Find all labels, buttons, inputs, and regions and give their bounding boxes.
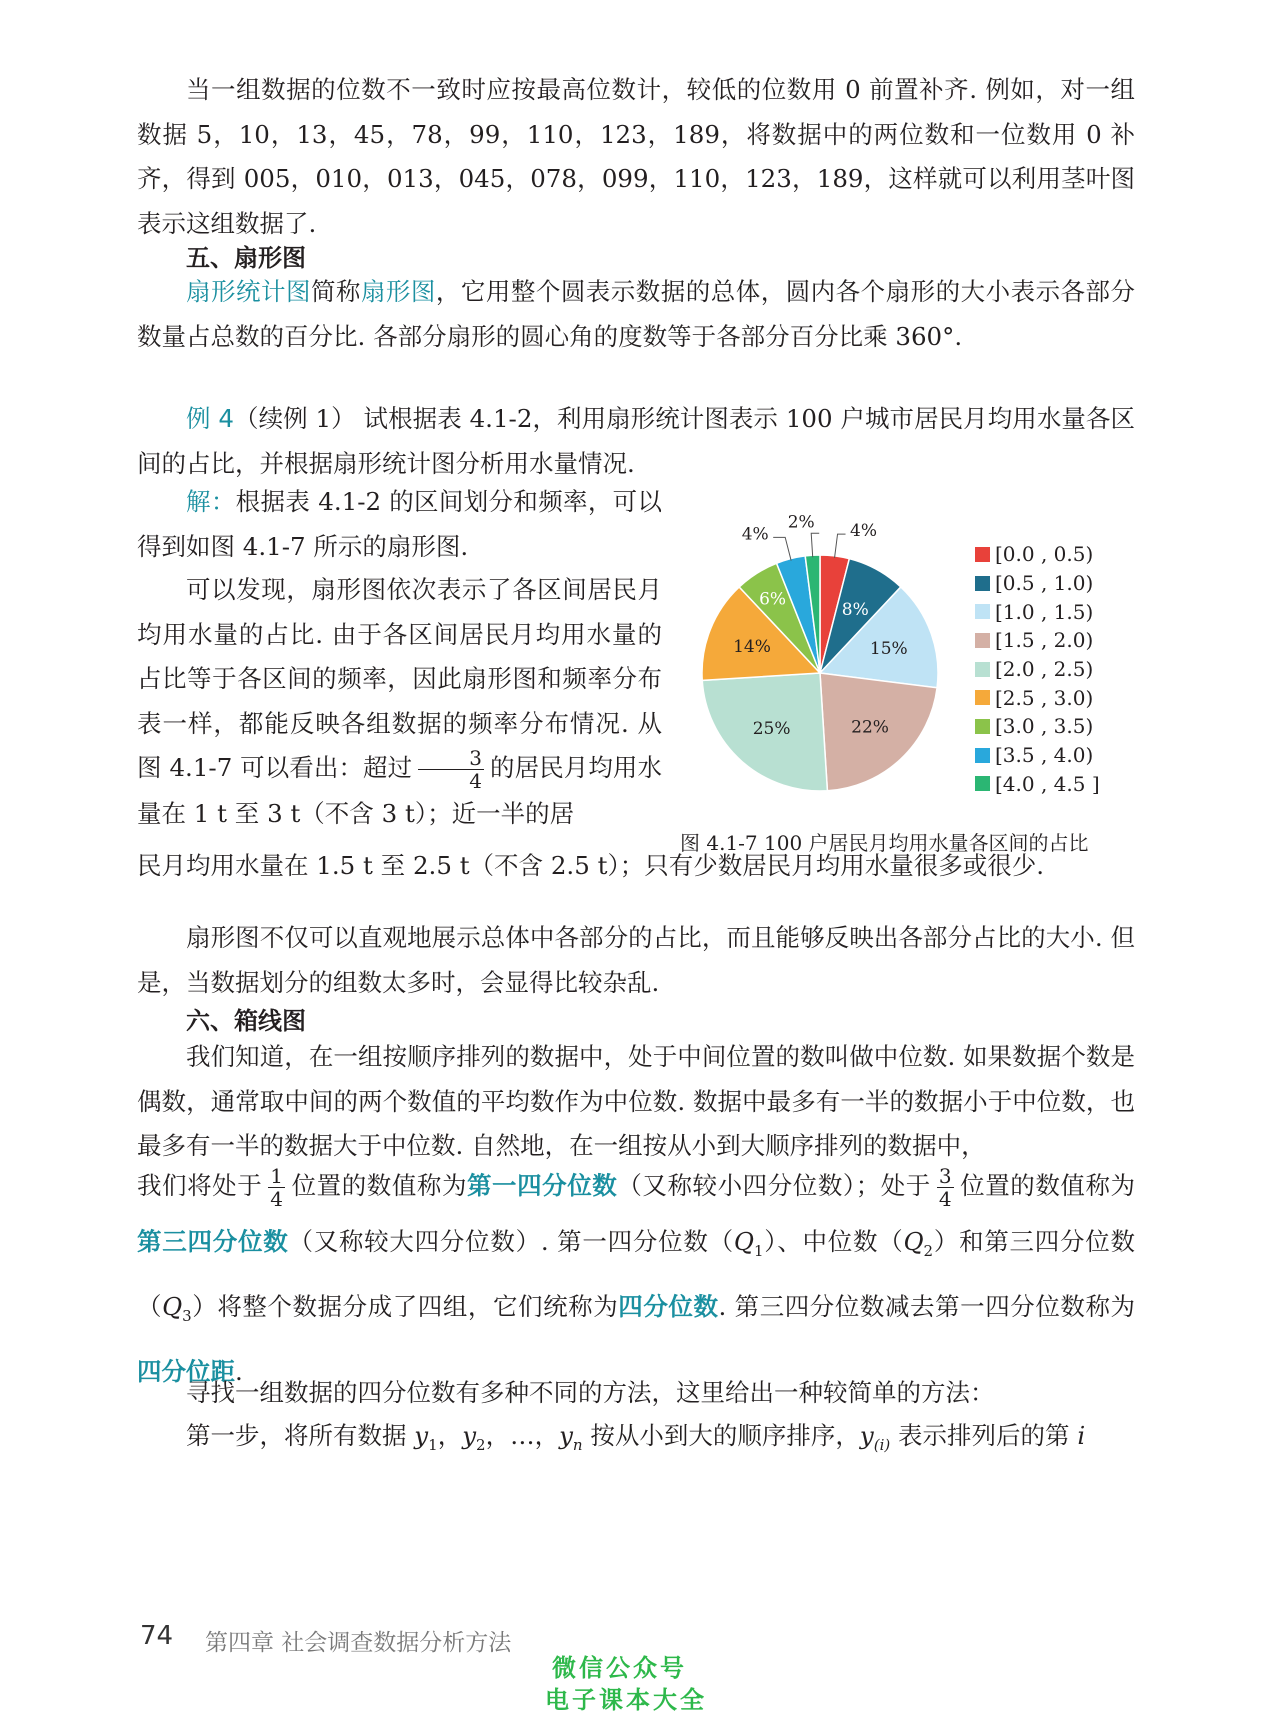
legend-label: [1.5 , 2.0) — [995, 628, 1094, 653]
section-heading-box-plot: 六、箱线图 — [186, 1007, 306, 1035]
text: ）、中位数（ — [763, 1227, 904, 1256]
legend-item — [975, 540, 1100, 569]
legend-swatch — [975, 776, 990, 791]
legend-item — [975, 770, 1100, 799]
legend-swatch — [975, 719, 990, 734]
section-heading-pie-chart: 五、扇形图 — [186, 244, 306, 272]
legend-label: [2.5 , 3.0) — [995, 685, 1094, 710]
symbol-y: y — [559, 1421, 573, 1450]
subscript: 1 — [428, 1435, 438, 1454]
pie-label: 6% — [759, 589, 787, 610]
pie-leader-line — [811, 533, 819, 557]
legend-label: [2.0 , 2.5) — [995, 657, 1094, 682]
legend-item — [975, 741, 1100, 770]
pie-label: 4% — [741, 524, 769, 545]
text: （又称较小四分位数）；处于 — [617, 1171, 931, 1200]
paragraph-step-one — [137, 1414, 1135, 1467]
fraction-numerator: 3 — [938, 1164, 952, 1188]
paragraph-pie-definition — [137, 270, 1135, 359]
pie-label: 8% — [841, 599, 869, 620]
subscript: (i) — [873, 1435, 891, 1454]
legend-swatch — [975, 547, 990, 562]
solution-text: 根据表 4.1-2 的区间划分和频率，可以得到如图 4.1-7 所示的扇形图. — [137, 487, 663, 561]
paragraph-stem-leaf-padding: 当一组数据的位数不一致时应按最高位数计，较低的位数用 0 前置补齐. 例如，对一组数据 5，10，13，45，78，99，110，123，189，将数据中的两位数和一位数用 0 补齐，得到 005，010，013，045，078，099，110，123，189，这样就可以利用茎叶图表示这组数据了. — [137, 75, 1135, 238]
pie-chart — [670, 515, 970, 815]
pie-legend — [975, 540, 1100, 798]
fraction-denominator: 4 — [270, 1187, 284, 1211]
watermark-line-1: 微信公众号 — [552, 1654, 687, 1682]
text: ，它用整个圆表示数据的总体，圆内各个扇形的大小表示各部分数量占总数的百分比. 各部分扇形的圆心角的度数等于各部分百分比乘 360°. — [137, 277, 1136, 351]
term-pie-statistical-chart: 扇形统计图 — [186, 277, 311, 306]
term-pie-chart: 扇形图 — [360, 277, 436, 306]
legend-label: [0.5 , 1.0) — [995, 571, 1094, 596]
fraction-three-quarters — [937, 1165, 954, 1210]
text: 表示排列后的第 — [890, 1421, 1078, 1450]
pie-slices — [702, 555, 938, 791]
solution-label: 解： — [186, 487, 236, 516]
text: 的居民月均用水量在 1 t 至 3 t（不含 3 t）；近一半的居 — [137, 753, 663, 828]
text: 位置的数值称为 — [291, 1171, 467, 1200]
symbol-y: y — [859, 1421, 874, 1450]
subscript: n — [572, 1435, 583, 1454]
fraction-one-quarter — [268, 1165, 285, 1210]
subscript: 2 — [476, 1435, 486, 1454]
pie-label: 22% — [851, 717, 889, 738]
pie-label: 14% — [733, 637, 771, 658]
paragraph-median: 我们知道，在一组按顺序排列的数据中，处于中间位置的数叫做中位数. 如果数据个数是偶数，通常取中间的两个数值的平均数作为中位数. 数据中最多有一半的数据小于中位数，也最多有一半的数据大于中位数. 自然地，在一组按从小到大顺序排列的数据中， — [137, 1042, 1135, 1160]
example-label: 例 4 — [186, 404, 234, 433]
legend-label: [1.0 , 1.5) — [995, 599, 1094, 624]
paragraph-quartile-method: 寻找一组数据的四分位数有多种不同的方法，这里给出一种较简单的方法： — [186, 1378, 995, 1407]
symbol-y: y — [414, 1421, 429, 1450]
term-quartiles: 四分位数 — [618, 1291, 719, 1321]
text: 简称 — [310, 277, 361, 306]
text: ，…， — [485, 1421, 560, 1450]
text: 按从小到大的顺序排序， — [582, 1421, 860, 1450]
text: 第一步，将所有数据 — [186, 1421, 415, 1450]
pie-leader-line — [835, 534, 846, 558]
legend-item — [975, 569, 1100, 598]
text: ， — [437, 1421, 463, 1450]
text: 可以发现，扇形图依次表示了各区间居民月均用水量的占比. 由于各区间居民月均用水量的占比等于各区间的频率，因此扇形图和频率分布表一样，都能反映各组数据的频率分布情况. 从图 4.1-7 可以看出：超过 — [137, 575, 662, 782]
legend-swatch — [975, 748, 990, 763]
pie-label: 15% — [869, 639, 908, 660]
fraction-denominator: 4 — [469, 769, 482, 793]
symbol-y: y — [462, 1421, 477, 1450]
text: ）和第三四分位数（ — [137, 1227, 1136, 1321]
subscript: 3 — [182, 1306, 192, 1325]
legend-swatch — [975, 662, 990, 677]
legend-swatch — [975, 633, 990, 648]
legend-label: [3.0 , 3.5) — [995, 714, 1094, 739]
text: 位置的数值称为 — [959, 1171, 1136, 1200]
legend-label: [0.0 , 0.5) — [995, 542, 1094, 567]
fraction-three-quarters — [418, 747, 484, 792]
legend-item — [975, 626, 1100, 655]
fraction-numerator: 3 — [418, 747, 484, 770]
term-third-quartile: 第三四分位数 — [137, 1227, 289, 1256]
legend-label: [3.5 , 4.0) — [995, 743, 1094, 768]
legend-swatch — [975, 576, 990, 591]
pie-leader-line — [773, 537, 791, 560]
symbol-i: i — [1077, 1421, 1086, 1450]
solution-conclusion: 民月均用水量在 1.5 t 至 2.5 t（不含 2.5 t）；只有少数居民月均用水量很多或很少. — [137, 851, 1044, 880]
subscript: 1 — [753, 1241, 764, 1260]
legend-swatch — [975, 604, 990, 619]
solution-intro — [137, 480, 662, 569]
fraction-numerator: 1 — [270, 1164, 284, 1188]
symbol-q: Q — [733, 1227, 754, 1256]
example-4 — [137, 397, 1135, 486]
legend-label: [4.0 , 4.5 ] — [995, 771, 1100, 796]
legend-swatch — [975, 690, 990, 705]
legend-item — [975, 655, 1100, 684]
term-first-quartile: 第一四分位数 — [467, 1171, 618, 1200]
paragraph-pie-evaluation: 扇形图不仅可以直观地展示总体中各部分的占比，而且能够反映出各部分占比的大小. 但是，当数据划分的组数太多时，会显得比较杂乱. — [137, 923, 1135, 997]
solution-analysis — [137, 568, 662, 837]
text: 我们将处于 — [137, 1171, 263, 1200]
page-number: 74 — [140, 1621, 174, 1651]
figure-caption: 图 4.1-7 100 户居民月均用水量各区间的占比 — [680, 831, 1089, 855]
legend-item — [975, 712, 1100, 741]
text: . 第三四分位数减去第一四分位数称为 — [718, 1291, 1136, 1321]
text: （又称较大四分位数）. 第一四分位数（ — [288, 1227, 734, 1256]
symbol-q: Q — [903, 1227, 924, 1256]
term-interquartile-range: 四分位距 — [137, 1356, 235, 1386]
symbol-q: Q — [162, 1291, 183, 1321]
text: . — [235, 1356, 243, 1386]
subscript: 2 — [923, 1241, 934, 1260]
pie-label: 4% — [850, 521, 878, 542]
pie-label: 25% — [752, 718, 791, 739]
paragraph-quartiles — [137, 1158, 1135, 1400]
example-text: （续例 1） 试根据表 4.1-2，利用扇形统计图表示 100 户城市居民月均用水量各区间的占比，并根据扇形统计图分析用水量情况. — [137, 404, 1135, 478]
watermark-line-2: 电子课本大全 — [545, 1686, 707, 1714]
text: ）将整个数据分成了四组，它们统称为 — [191, 1291, 619, 1321]
fraction-denominator: 4 — [938, 1187, 952, 1211]
legend-item — [975, 597, 1100, 626]
chapter-title: 第四章 社会调查数据分析方法 — [205, 1630, 512, 1656]
legend-item — [975, 683, 1100, 712]
pie-label: 2% — [787, 515, 815, 533]
